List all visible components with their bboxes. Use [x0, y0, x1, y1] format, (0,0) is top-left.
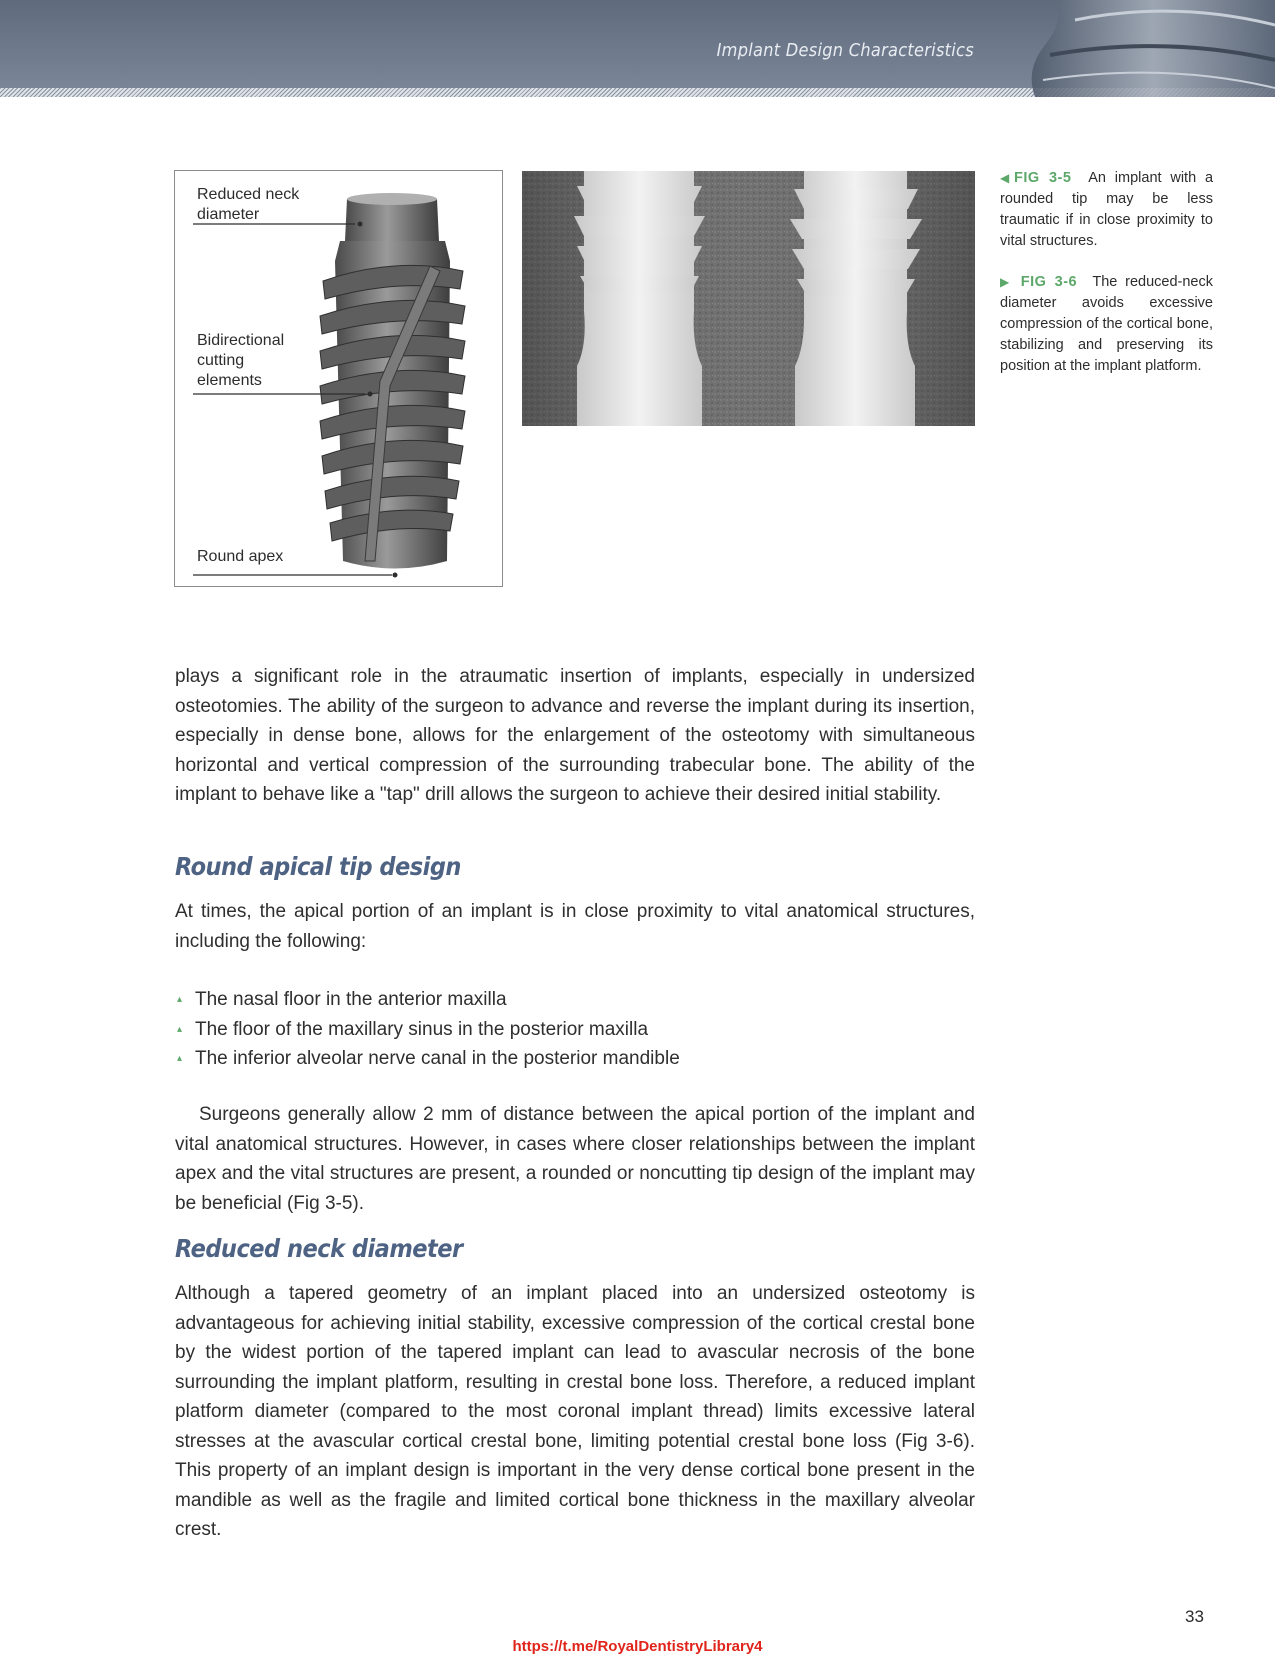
label-bidirectional-cutting-elements: Bidirectional cutting elements	[197, 332, 285, 389]
footer-link[interactable]: https://t.me/RoyalDentistryLibrary4	[512, 1638, 763, 1655]
caption-fig-3-5	[1000, 168, 1213, 252]
figure-captions	[1000, 168, 1213, 397]
section-1-body	[175, 897, 975, 956]
list-item: ▴ The nasal floor in the anterior maxilla	[175, 985, 975, 1015]
section-1-paragraph-2: Surgeons generally allow 2 mm of distance between the apical portion of the implant and vital anatomical structures. However, in cases where closer relationships between the implant apex and the vital structures are present, a rounded or noncutting tip design of the implant may be beneficial (Fig 3-5).	[175, 1104, 975, 1214]
figure-3-6-radiograph	[522, 171, 975, 426]
radiograph-image	[522, 171, 975, 426]
section-reduced-neck	[175, 1234, 975, 1263]
implant-header-graphic	[1015, 0, 1275, 97]
caption-text: The reduced-neck diameter avoids excessive compression of the cortical bone, stabilizing and preserving its position at the implant platform.	[1000, 274, 1213, 374]
section-1-body-2	[175, 1100, 975, 1218]
bullet-icon: ▴	[177, 994, 183, 1005]
bullet-icon: ▴	[177, 1053, 183, 1064]
vital-structures-list	[175, 985, 975, 1074]
list-item: ▴ The inferior alveolar nerve canal in the posterior mandible	[175, 1044, 975, 1074]
label-reduced-neck-diameter: Reduced neck diameter	[197, 186, 300, 223]
triangle-left-icon: ◀	[1000, 171, 1015, 185]
figure-3-5-implant-diagram	[174, 170, 503, 587]
caption-text: An implant with a rounded tip may be less traumatic if in close proximity to vital structures.	[1000, 170, 1214, 249]
intro-paragraph: plays a significant role in the atraumatic insertion of implants, especially in undersized osteotomies. The ability of the surgeon to advance and reverse the implant during its insertion, especially in dense bone, allows for the enlargement of the osteotomy with simultaneous horizontal and vertical compression of the surrounding trabecular bone. The ability of the implant to behave like a "tap" drill allows the surgeon to achieve their desired initial stability.	[175, 666, 975, 805]
caption-fig-ref: FIG 3-6	[1020, 274, 1078, 290]
label-round-apex: Round apex	[197, 548, 284, 565]
section-2-body	[175, 1279, 975, 1545]
intro-paragraph-block	[175, 662, 975, 810]
section-heading: Round apical tip design	[175, 852, 461, 881]
section-round-apical-tip	[175, 852, 975, 881]
triangle-right-icon: ▶	[1000, 275, 1013, 289]
caption-fig-ref: FIG 3-5	[1014, 170, 1072, 186]
bullet-icon: ▴	[177, 1023, 183, 1035]
section-1-paragraph-1: At times, the apical portion of an implant is in close proximity to vital anatomical structures, including the following:	[175, 901, 975, 952]
running-title: Implant Design Characteristics	[716, 40, 974, 61]
page-number: 33	[1185, 1607, 1204, 1626]
section-heading: Reduced neck diameter	[175, 1234, 463, 1263]
section-2-paragraph: Although a tapered geometry of an implant placed into an undersized osteotomy is advantageous for achieving initial stability, excessive compression of the cortical crestal bone by the widest portion of the tapered implant can lead to avascular necrosis of the bone surrounding the implant platform, resulting in crestal bone loss. Therefore, a reduced implant platform diameter (compared to the most coronal implant thread) limits excessive lateral stresses at the avascular cortical crestal bone, limiting potential crestal bone loss (Fig 3-6). This property of an implant design is important in the very dense cortical bone present in the mandible as well as the fragile and limited cortical bone thickness in the maxillary alveolar crest.	[175, 1283, 975, 1540]
caption-fig-3-6	[1000, 272, 1213, 377]
list-item: ▴ The floor of the maxillary sinus in the posterior maxilla	[175, 1015, 975, 1045]
